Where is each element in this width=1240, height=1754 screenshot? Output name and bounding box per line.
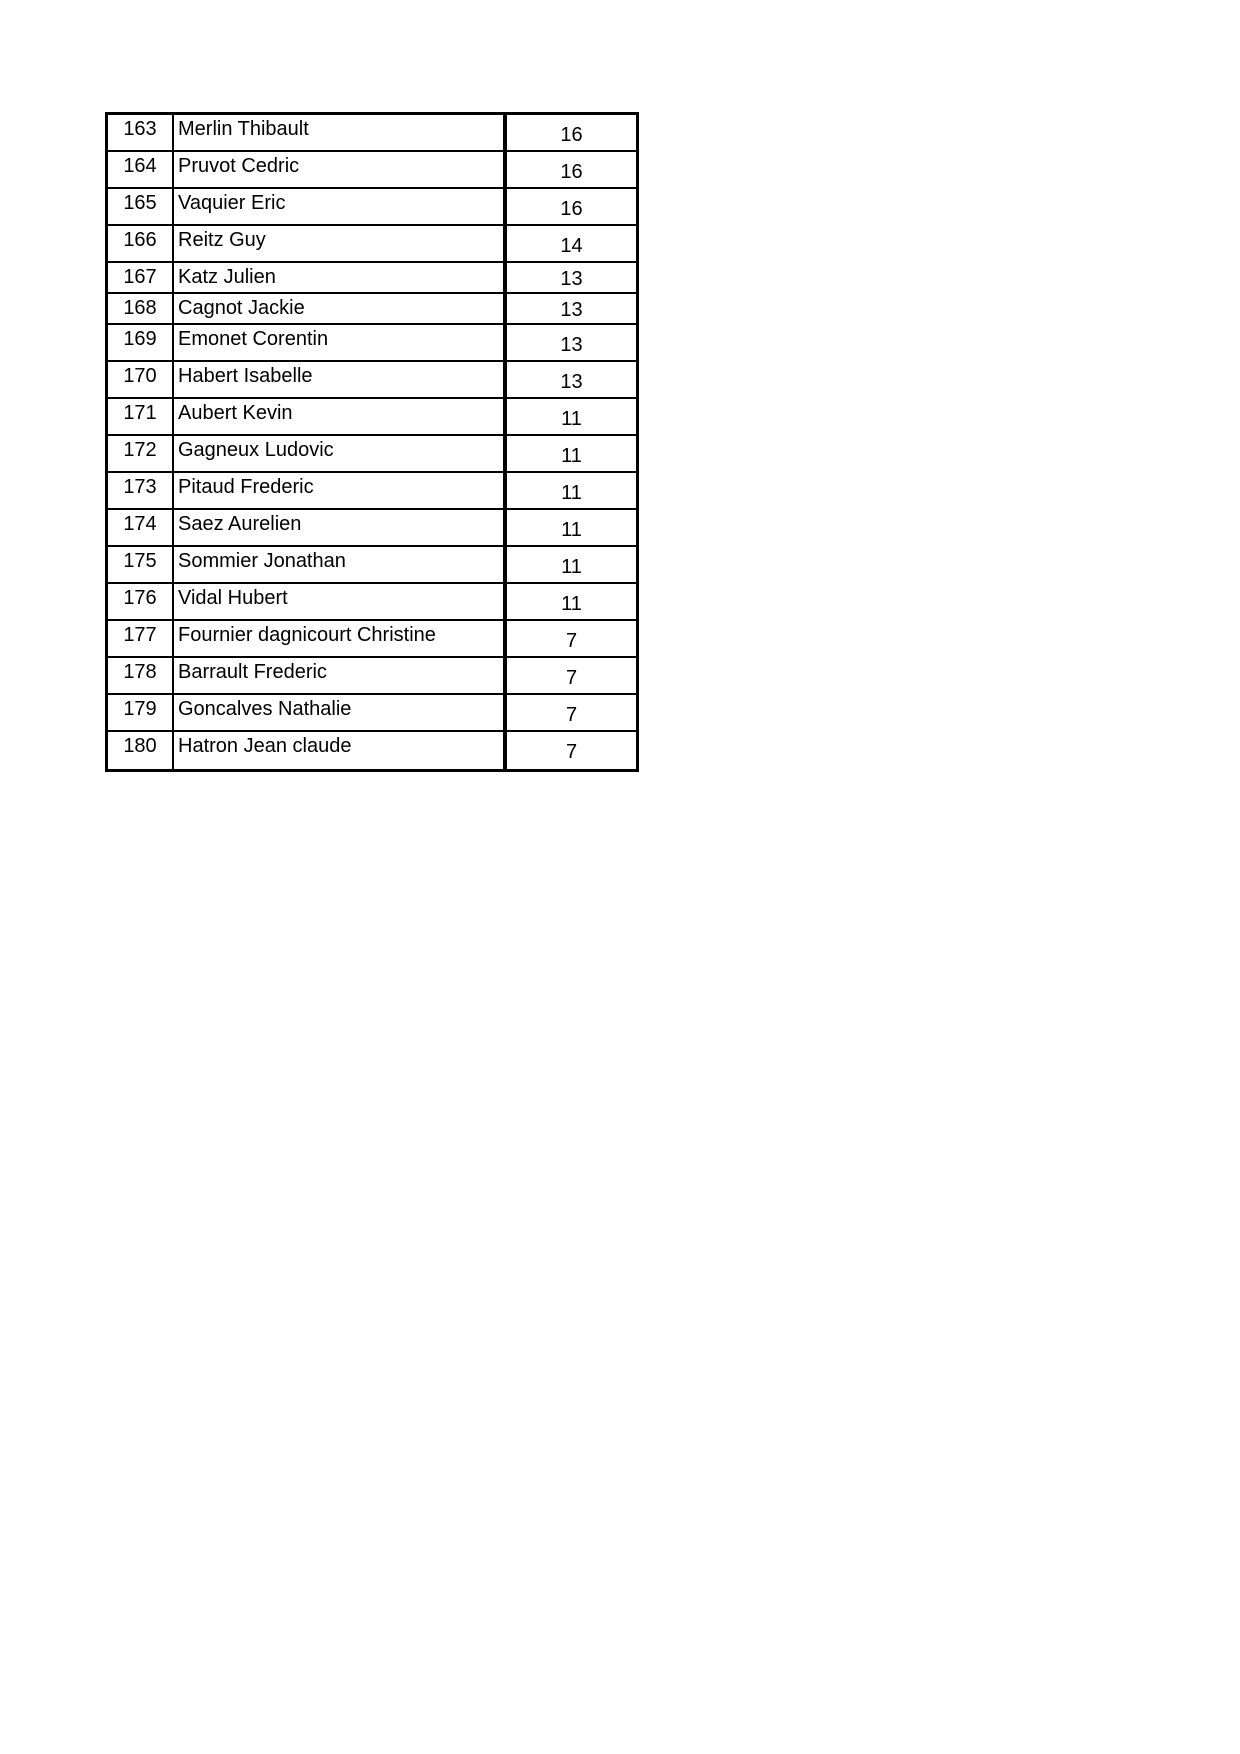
name-cell: Emonet Corentin	[174, 325, 507, 360]
name-cell: Reitz Guy	[174, 226, 507, 261]
name-cell: Habert Isabelle	[174, 362, 507, 397]
rank-cell: 164	[108, 152, 174, 187]
table-row	[108, 294, 636, 325]
score-cell: 11	[561, 519, 582, 541]
table-row	[108, 362, 636, 399]
name-cell: Pruvot Cedric	[174, 152, 507, 187]
score-cell: 13	[560, 299, 583, 321]
score-cell: 11	[561, 445, 582, 467]
name-cell: Goncalves Nathalie	[174, 695, 507, 730]
score-cell: 11	[561, 556, 582, 578]
rank-cell: 178	[108, 658, 174, 693]
name-cell: Saez Aurelien	[174, 510, 507, 545]
rank-cell: 180	[108, 732, 174, 769]
score-cell: 13	[560, 268, 583, 290]
score-cell: 7	[565, 704, 578, 726]
name-cell: Merlin Thibault	[174, 115, 507, 150]
name-cell: Vaquier Eric	[174, 189, 507, 224]
table-row	[108, 584, 636, 621]
name-cell: Fournier dagnicourt Christine	[174, 621, 507, 656]
table-row	[108, 152, 636, 189]
table-row	[108, 436, 636, 473]
table-row	[108, 263, 636, 294]
rank-cell: 163	[108, 115, 174, 150]
table-row	[108, 695, 636, 732]
rank-cell: 174	[108, 510, 174, 545]
score-cell: 13	[560, 334, 583, 356]
rank-cell: 165	[108, 189, 174, 224]
score-cell: 14	[560, 235, 583, 257]
rank-cell: 166	[108, 226, 174, 261]
rank-cell: 175	[108, 547, 174, 582]
name-cell: Aubert Kevin	[174, 399, 507, 434]
name-cell: Barrault Frederic	[174, 658, 507, 693]
name-cell: Gagneux Ludovic	[174, 436, 507, 471]
name-cell: Cagnot Jackie	[174, 294, 507, 323]
name-cell: Hatron Jean claude	[174, 732, 507, 769]
results-table	[105, 112, 639, 772]
rank-cell: 170	[108, 362, 174, 397]
score-cell: 13	[560, 371, 583, 393]
table-row	[108, 189, 636, 226]
name-cell: Katz Julien	[174, 263, 507, 292]
rank-cell: 171	[108, 399, 174, 434]
score-cell: 7	[565, 630, 578, 652]
table-row	[108, 658, 636, 695]
score-cell: 7	[565, 667, 578, 689]
score-cell: 11	[561, 482, 582, 504]
score-cell: 11	[561, 593, 582, 615]
table-row	[108, 510, 636, 547]
rank-cell: 176	[108, 584, 174, 619]
score-cell: 16	[560, 124, 583, 146]
rank-cell: 177	[108, 621, 174, 656]
name-cell: Sommier Jonathan	[174, 547, 507, 582]
score-cell: 16	[560, 198, 583, 220]
table-row	[108, 325, 636, 362]
rank-cell: 168	[108, 294, 174, 323]
table-row	[108, 473, 636, 510]
score-cell: 11	[561, 408, 582, 430]
table-row	[108, 547, 636, 584]
name-cell: Vidal Hubert	[174, 584, 507, 619]
table-row	[108, 226, 636, 263]
rank-cell: 172	[108, 436, 174, 471]
name-cell: Pitaud Frederic	[174, 473, 507, 508]
table-row	[108, 399, 636, 436]
score-cell: 7	[565, 741, 578, 763]
table-row	[108, 115, 636, 152]
rank-cell: 173	[108, 473, 174, 508]
rank-cell: 179	[108, 695, 174, 730]
rank-cell: 169	[108, 325, 174, 360]
score-cell: 16	[560, 161, 583, 183]
rank-cell: 167	[108, 263, 174, 292]
table-row	[108, 732, 636, 769]
table-row	[108, 621, 636, 658]
